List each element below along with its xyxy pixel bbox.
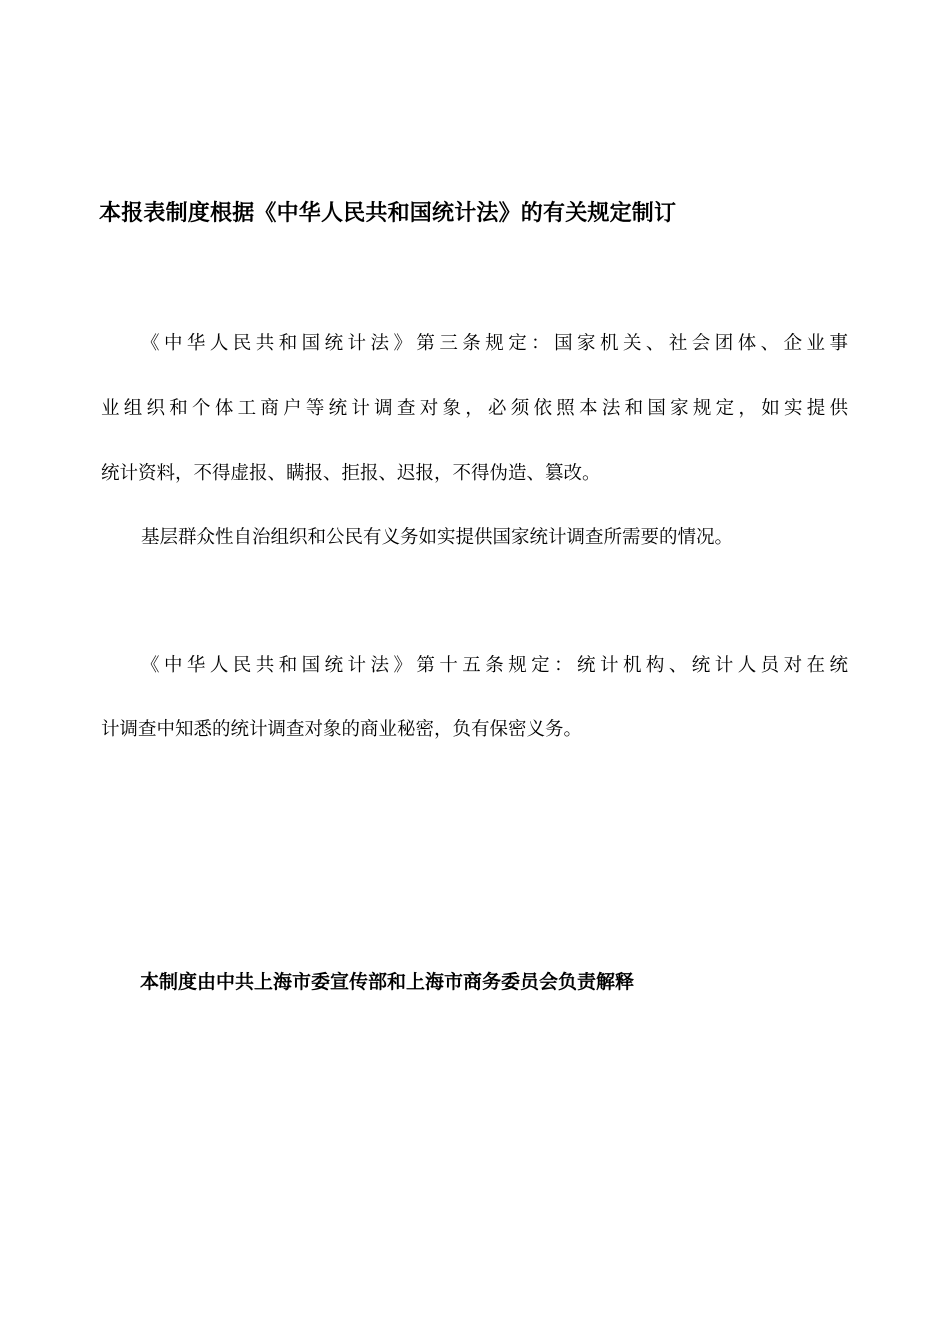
article-3-paragraph-2: 基层群众性自治组织和公民有义务如实提供国家统计调查所需要的情况。 xyxy=(141,527,734,548)
article-3-line-1: 《中华人民共和国统计法》第三条规定：国家机关、社会团体、企业事 xyxy=(141,333,848,354)
article-15-line-2: 计调查中知悉的统计调查对象的商业秘密，负有保密义务。 xyxy=(101,719,583,740)
document-heading: 本报表制度根据《中华人民共和国统计法》的有关规定制订 xyxy=(99,201,677,226)
article-3-line-2: 业组织和个体工商户等统计调查对象，必须依照本法和国家规定，如实提供 xyxy=(101,398,848,419)
interpretation-note: 本制度由中共上海市委宣传部和上海市商务委员会负责解释 xyxy=(140,971,635,993)
article-3-line-3: 统计资料，不得虚报、瞒报、拒报、迟报，不得伪造、篡改。 xyxy=(101,463,601,484)
article-15-line-1: 《中华人民共和国统计法》第十五条规定：统计机构、统计人员对在统 xyxy=(141,655,848,676)
